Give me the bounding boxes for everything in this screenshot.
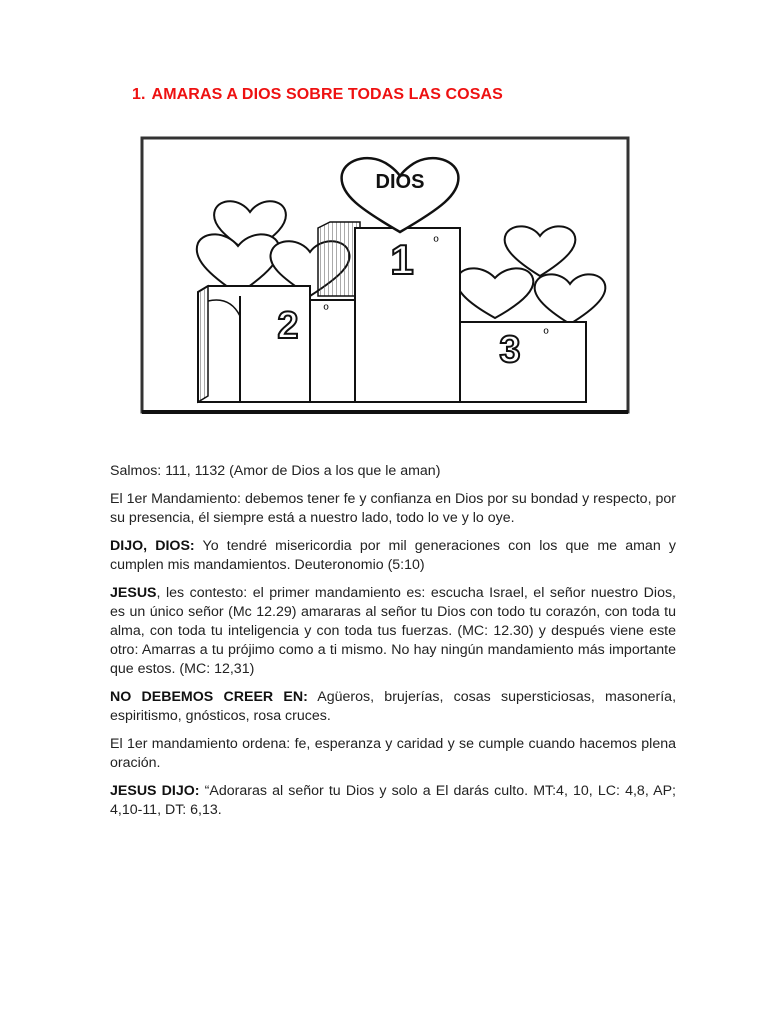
paragraph-lead: JESUS DIJO:	[110, 783, 200, 799]
paragraph-text: Agüeros, brujerías, cosas supersticiosas, masonería, espiritismo, gnósticos, rosa cruces.	[110, 689, 677, 724]
place-3-number: 3	[499, 329, 521, 371]
podium-illustration	[140, 136, 633, 416]
place-1-number: 1	[390, 236, 414, 283]
paragraph-first-commandment	[110, 490, 676, 528]
paragraph-text: El 1er mandamiento ordena: fe, esperanza y caridad y se cumple cuando hacemos plena oración.	[110, 736, 676, 771]
body-text	[110, 462, 676, 829]
heart-shape	[457, 268, 534, 318]
place-2-ordinal: º	[323, 301, 329, 317]
place-3-ordinal: º	[543, 325, 549, 341]
paragraph-text: , les contesto: el primer mandamiento es: escucha Israel, el señor nuestro Dios, es un único señor (Mc 12.29) amararas al señor tu Dios con todo tu corazón, con toda tu alma, con toda tu inteligencia y con toda tus fuerzas. (MC: 12.30) y después viene este otro: Amarras a tu prójimo como a ti mismo. No hay ningún mandamiento más importante que estos. (MC: 12,31)	[110, 585, 676, 677]
paragraph-jesus	[110, 584, 676, 679]
dios-label: DIOS	[375, 171, 425, 193]
place-1-ordinal: º	[433, 233, 439, 249]
paragraph-text: Yo tendré misericordia por mil generaciones con los que me aman y cumplen mis mandamientos. Deuteronomio (5:10)	[110, 538, 676, 573]
paragraph-jesus-dijo	[110, 782, 676, 820]
paragraph-no-debemos	[110, 688, 676, 726]
paragraph-text: El 1er Mandamiento: debemos tener fe y confianza en Dios por su bondad y respecto, por su presencia, él siempre está a nuestro lado, todo lo ve y lo oye.	[110, 491, 676, 526]
section-heading	[132, 86, 503, 104]
paragraph-lead: NO DEBEMOS CREER EN:	[110, 689, 308, 705]
heading-title: AMARAS A DIOS SOBRE TODAS LAS COSAS	[151, 86, 503, 103]
paragraph-text: Salmos: 111, 1132 (Amor de Dios a los que le aman)	[110, 463, 441, 479]
paragraph-lead: DIJO, DIOS:	[110, 538, 195, 554]
paragraph-salmos	[110, 462, 676, 481]
paragraph-dijo-dios	[110, 537, 676, 575]
paragraph-ordena	[110, 735, 676, 773]
heart-shape	[535, 274, 606, 324]
podium-drawing	[140, 136, 633, 416]
paragraph-lead: JESUS	[110, 585, 157, 601]
dios-heart	[342, 158, 459, 232]
heading-number: 1.	[132, 86, 146, 103]
paragraph-text: “Adoraras al señor tu Dios y solo a El darás culto. MT:4, 10, LC: 4,8, AP; 4,10-11, DT: 6,13.	[110, 783, 676, 818]
place-2-number: 2	[277, 305, 299, 347]
